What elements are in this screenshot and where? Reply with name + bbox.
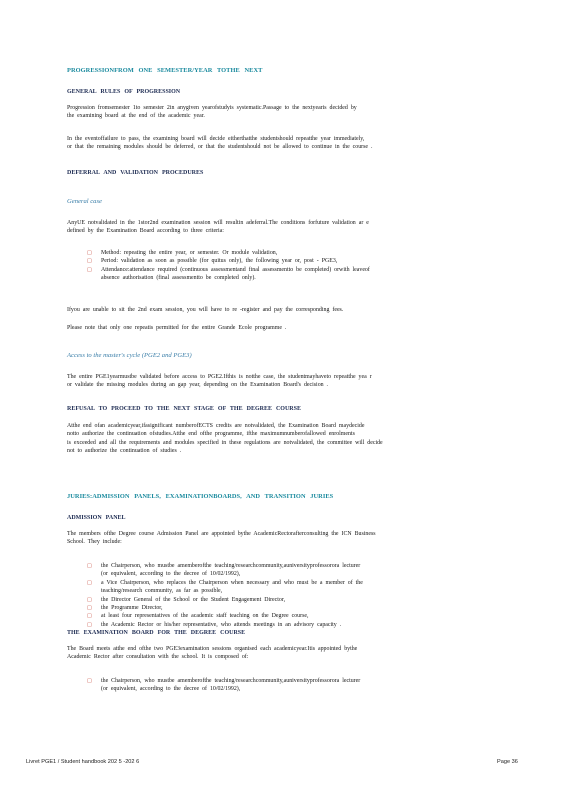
paragraph-refusal: [67, 422, 507, 456]
text-line: or validate the missing modules during an gap year, depending on the Examination Board's decision .: [67, 382, 329, 389]
list-item: [67, 249, 507, 257]
list-item: [67, 677, 507, 694]
list-item-text: Method: repeating the entire year, or semester. Or module validation,: [101, 250, 278, 256]
list-item-text: teaching/research community, as far as possible,: [101, 588, 223, 595]
text-line: The members ofthe Degree course Admission Panel are appointed bythe AcademicRectorafterconsulting the ICN Business: [67, 531, 376, 537]
text-line: Academic Rector after consultation with the school. It is composed of:: [67, 654, 249, 661]
text-line: The Board meets atthe end ofthe two PGE3examination sessions organised each academicyear.Itis appointed bythe: [67, 646, 358, 652]
heading-refusal: REFUSAL TO PROCEED TO THE NEXT STAGE OF THE DEGREE COURSE: [67, 406, 301, 412]
text-line: not to authorize the continuation of studies .: [67, 448, 182, 455]
heading-deferral: DEFERRAL AND VALIDATION PROCEDURES: [67, 170, 204, 176]
heading-progression: PROGRESSIONFROM ONE SEMESTER/YEAR TOTHE NEXT: [67, 67, 263, 74]
list-item-text: absence authorisation (final assessmentto be completed only).: [101, 275, 256, 282]
text-line: defined by the Examination Board according to three criteria:: [67, 228, 224, 235]
footer-page-number: Page 36: [497, 759, 518, 765]
text-line: Progression fromsemester 1to semester 2in anygiven yearofstudyis systematic.Passage to the nextyearis decided by: [67, 105, 357, 111]
text-line: is exceeded and all the requirements and modules specified in these regulations are notvalidated, the committee will decide: [67, 439, 383, 446]
text-line: the examining board at the end of the academic year.: [67, 113, 205, 120]
paragraph-general-case-2: [67, 306, 507, 314]
text-line: School. They include:: [67, 539, 122, 546]
list-item-text: the Chairperson, who mustbe amemberofthe teaching/researchcommunity,auniversityprofessorora lecturer: [101, 678, 361, 684]
checkbox-bullet-icon: □: [87, 579, 92, 586]
list-item-text: the Academic Rector or his/her representative, who attends meetings in an advisory capacity .: [101, 621, 342, 628]
paragraph-progression-1: [67, 104, 507, 121]
text-line: In the eventoffailure to pass, the examining board will decide eitherthatthe studentshould repeatthe year immediately,: [67, 136, 365, 142]
list-item: [67, 562, 507, 579]
text-line: notto authorize the continuation ofstudies.Atthe end ofthe programme, ifthe maximumnumberofallowed enrolments: [67, 431, 355, 438]
checkbox-bullet-icon: □: [87, 613, 92, 620]
admission-members-list: [67, 562, 507, 629]
checkbox-bullet-icon: □: [87, 563, 92, 569]
list-item-text: Attendance:attendance required (continuous assessmentand final assessmentto be completed) orwith leaveof: [101, 266, 370, 273]
list-item: [67, 266, 507, 283]
heading-exam-board: THE EXAMINATION BOARD FOR THE DEGREE COURSE: [67, 630, 246, 636]
list-item: [67, 579, 507, 596]
paragraph-exam-board: [67, 645, 507, 662]
footer-left: Livret PGE1 / Student handbook 202 5 -202 6: [26, 759, 140, 765]
text-line: AnyUE notvalidated in the 1stor2nd examination session will resultin adeferral.The conditions forfuture validation ar e: [67, 220, 369, 226]
list-item-text: the Chairperson, who mustbe amemberofthe teaching/researchcommunity,auniversityprofessorora lecturer: [101, 563, 361, 569]
text-line: Ifyou are unable to sit the 2nd exam session, you will have to re -register and pay the corresponding fees.: [67, 307, 344, 313]
checkbox-bullet-icon: □: [87, 258, 92, 265]
paragraph-general-case-3: [67, 324, 507, 332]
list-item: [67, 604, 507, 612]
checkbox-bullet-icon: □: [87, 678, 92, 684]
list-item: [67, 596, 507, 604]
heading-juries: JURIES:ADMISSION PANELS, EXAMINATIONBOARDS, AND TRANSITION JURIES: [67, 493, 334, 500]
paragraph-general-case-1: [67, 219, 507, 236]
list-item-text: the Director General of the School or the Student Engagement Director,: [101, 596, 286, 603]
text-line: The entire PGE1yearmustbe validated before access to PGE2.Ifthis is notthe case, the studentmayhaveto repeatthe yea r: [67, 374, 372, 380]
list-item: [67, 257, 507, 265]
checkbox-bullet-icon: □: [87, 250, 92, 256]
checkbox-bullet-icon: □: [87, 266, 92, 273]
paragraph-admission: [67, 530, 507, 547]
heading-general-case: General case: [67, 198, 102, 205]
heading-general-rules: GENERAL RULES OF PROGRESSION: [67, 89, 181, 95]
paragraph-progression-2: [67, 135, 507, 152]
board-members-list: [67, 677, 507, 694]
text-line: Atthe end ofan academicyear,ifasignificant numberofECTS credits are notvalidated, the Examination Board maydecide: [67, 423, 365, 429]
checkbox-bullet-icon: □: [87, 605, 92, 612]
list-item: [67, 621, 507, 629]
list-item-text: Period: validation as soon as possible (for quitus only), the following year or, post - PGE3,: [101, 258, 338, 265]
list-item-text: the Programme Director,: [101, 605, 163, 612]
checkbox-bullet-icon: □: [87, 621, 92, 628]
list-item-text: (or equivalent, according to the decree of 10/02/1992),: [101, 571, 241, 578]
criteria-list: [67, 249, 507, 283]
heading-access: Access to the master's cycle (PGE2 and PGE3): [67, 352, 192, 359]
text-line: or that the remaining modules should be deferred, or that the studentshould not be allowed to continue in the course .: [67, 144, 373, 151]
text-line: Please note that only one repeatis permitted for the entire Grande Ecole programme .: [67, 325, 287, 331]
heading-admission-panel: ADMISSION PANEL: [67, 515, 126, 521]
list-item-text: (or equivalent, according to the decree of 10/02/1992),: [101, 686, 241, 693]
paragraph-access: [67, 373, 507, 390]
list-item-text: at least four representatives of the academic staff teaching on the Degree course,: [101, 613, 309, 620]
list-item: [67, 612, 507, 620]
checkbox-bullet-icon: □: [87, 596, 92, 603]
list-item-text: a Vice Chairperson, who replaces the Chairperson when necessary and who must be a member of the: [101, 579, 363, 586]
